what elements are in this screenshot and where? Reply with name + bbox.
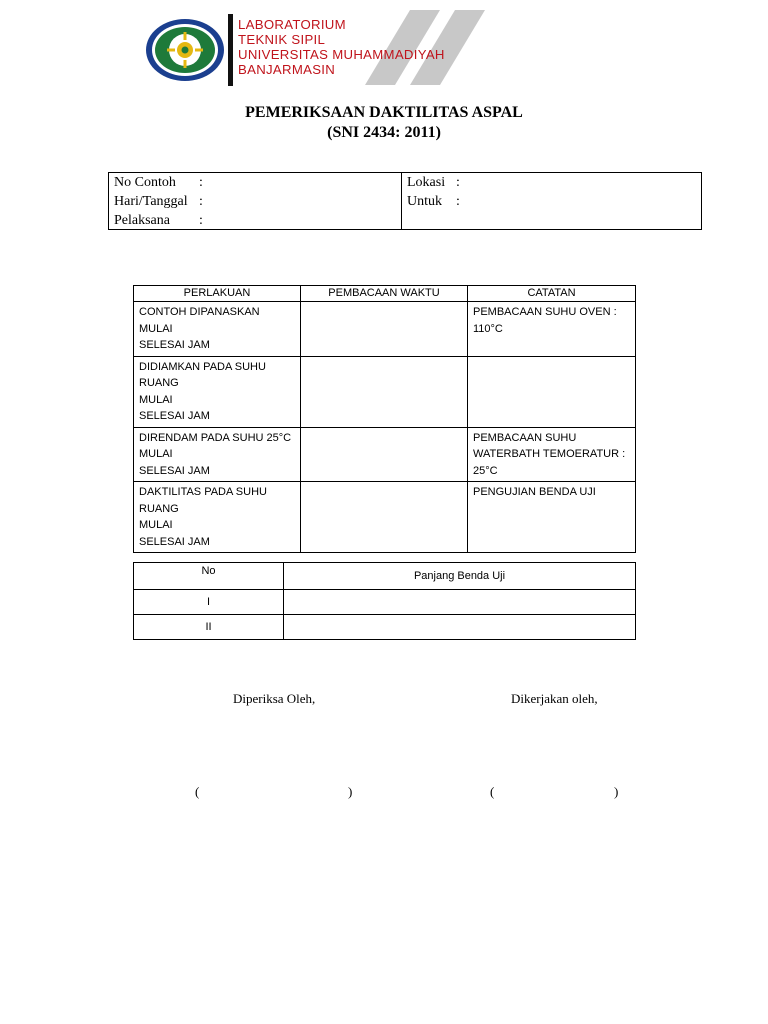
- table-row: [134, 482, 636, 553]
- cell-line: PEMBACAAN SUHU: [473, 431, 577, 444]
- sample-length-cell[interactable]: [284, 615, 636, 640]
- info-label: Pelaksana: [114, 213, 170, 228]
- treatment-cell: [134, 482, 301, 553]
- info-colon: :: [199, 213, 203, 228]
- treatment-cell: [134, 356, 301, 427]
- cell-line: DIDIAMKAN PADA SUHU: [139, 360, 266, 373]
- table-row: [134, 302, 636, 357]
- table-row: [134, 427, 636, 482]
- procedure-table: [133, 285, 636, 553]
- column-header-length: Panjang Benda Uji: [284, 563, 636, 590]
- cell-line: MULAI: [139, 448, 173, 460]
- time-cell[interactable]: [301, 302, 468, 357]
- done-by-open-paren: (: [490, 784, 495, 799]
- column-header-no: No: [134, 563, 284, 590]
- cell-line: DIRENDAM PADA SUHU 25°C: [139, 431, 292, 444]
- column-header: PERLAKUAN: [134, 286, 301, 302]
- university-logo-icon: [145, 18, 225, 82]
- notes-cell: [468, 482, 636, 553]
- header-divider: [228, 14, 233, 86]
- info-label: Lokasi: [407, 175, 446, 190]
- table-header-row: [134, 286, 636, 302]
- time-cell[interactable]: [301, 427, 468, 482]
- cell-line: RUANG: [139, 377, 179, 389]
- info-row-no-contoh: [114, 173, 401, 192]
- cell-line: 110°C: [473, 322, 503, 335]
- title-line-2: (SNI 2434: 2011): [327, 124, 441, 141]
- info-row-pelaksana: [114, 211, 401, 230]
- checked-by-open-paren: (: [195, 784, 200, 799]
- lab-name-line: UNIVERSITAS MUHAMMADIYAH: [238, 47, 445, 62]
- cell-line: PENGUJIAN BENDA UJI: [473, 486, 596, 498]
- done-by-label: Dikerjakan oleh,: [511, 691, 598, 706]
- cell-line: PEMBACAAN SUHU OVEN :: [473, 306, 617, 318]
- sample-length-table: [133, 562, 636, 640]
- lab-name-line: LABORATORIUM: [238, 17, 346, 32]
- treatment-cell: [134, 302, 301, 357]
- info-colon: :: [456, 175, 460, 190]
- info-row-lokasi: [407, 173, 701, 192]
- info-colon: :: [456, 194, 460, 209]
- lab-name-line: TEKNIK SIPIL: [238, 32, 326, 47]
- table-header-row: [134, 563, 636, 590]
- info-right-column: [402, 173, 701, 229]
- table-row: [134, 356, 636, 427]
- cell-line: SELESAI JAM: [139, 410, 210, 422]
- cell-line: 25°C: [473, 464, 498, 477]
- notes-cell: [468, 356, 636, 427]
- lab-name-line: BANJARMASIN: [238, 62, 336, 77]
- cell-line: SELESAI JAM: [139, 464, 210, 477]
- info-box: [108, 172, 702, 230]
- title-line-1: PEMERIKSAAN DAKTILITAS ASPAL: [245, 104, 523, 121]
- info-colon: :: [199, 175, 203, 190]
- time-cell[interactable]: [301, 356, 468, 427]
- info-label: No Contoh: [114, 175, 176, 190]
- checked-by-label: Diperiksa Oleh,: [233, 691, 316, 706]
- cell-line: RUANG: [139, 502, 179, 515]
- column-header: CATATAN: [468, 286, 636, 302]
- cell-line: MULAI: [139, 519, 173, 531]
- info-label: Hari/Tanggal: [114, 194, 188, 209]
- info-label: Untuk: [407, 194, 442, 209]
- sample-no-cell: II: [134, 615, 284, 640]
- time-cell[interactable]: [301, 482, 468, 553]
- cell-line: SELESAI JAM: [139, 535, 210, 548]
- info-row-untuk: [407, 192, 701, 211]
- sample-no-cell: I: [134, 590, 284, 615]
- document-title: [0, 103, 768, 143]
- checked-by-close-paren: ): [348, 784, 353, 799]
- cell-line: CONTOH DIPANASKAN: [139, 306, 260, 318]
- info-colon: :: [199, 194, 203, 209]
- cell-line: DAKTILITAS PADA SUHU: [139, 486, 267, 498]
- done-by-close-paren: ): [614, 784, 619, 799]
- lab-name: [238, 17, 445, 77]
- info-row-hari-tanggal: [114, 192, 401, 211]
- cell-line: SELESAI JAM: [139, 339, 210, 351]
- column-header: PEMBACAAN WAKTU: [301, 286, 468, 302]
- cell-line: WATERBATH TEMOERATUR :: [473, 448, 626, 460]
- treatment-cell: [134, 427, 301, 482]
- cell-line: MULAI: [139, 393, 173, 406]
- table-row: [134, 590, 636, 615]
- sample-length-cell[interactable]: [284, 590, 636, 615]
- notes-cell: [468, 427, 636, 482]
- table-row: [134, 615, 636, 640]
- letterhead: [140, 10, 480, 85]
- cell-line: MULAI: [139, 322, 173, 335]
- info-left-column: [109, 173, 402, 229]
- notes-cell: [468, 302, 636, 357]
